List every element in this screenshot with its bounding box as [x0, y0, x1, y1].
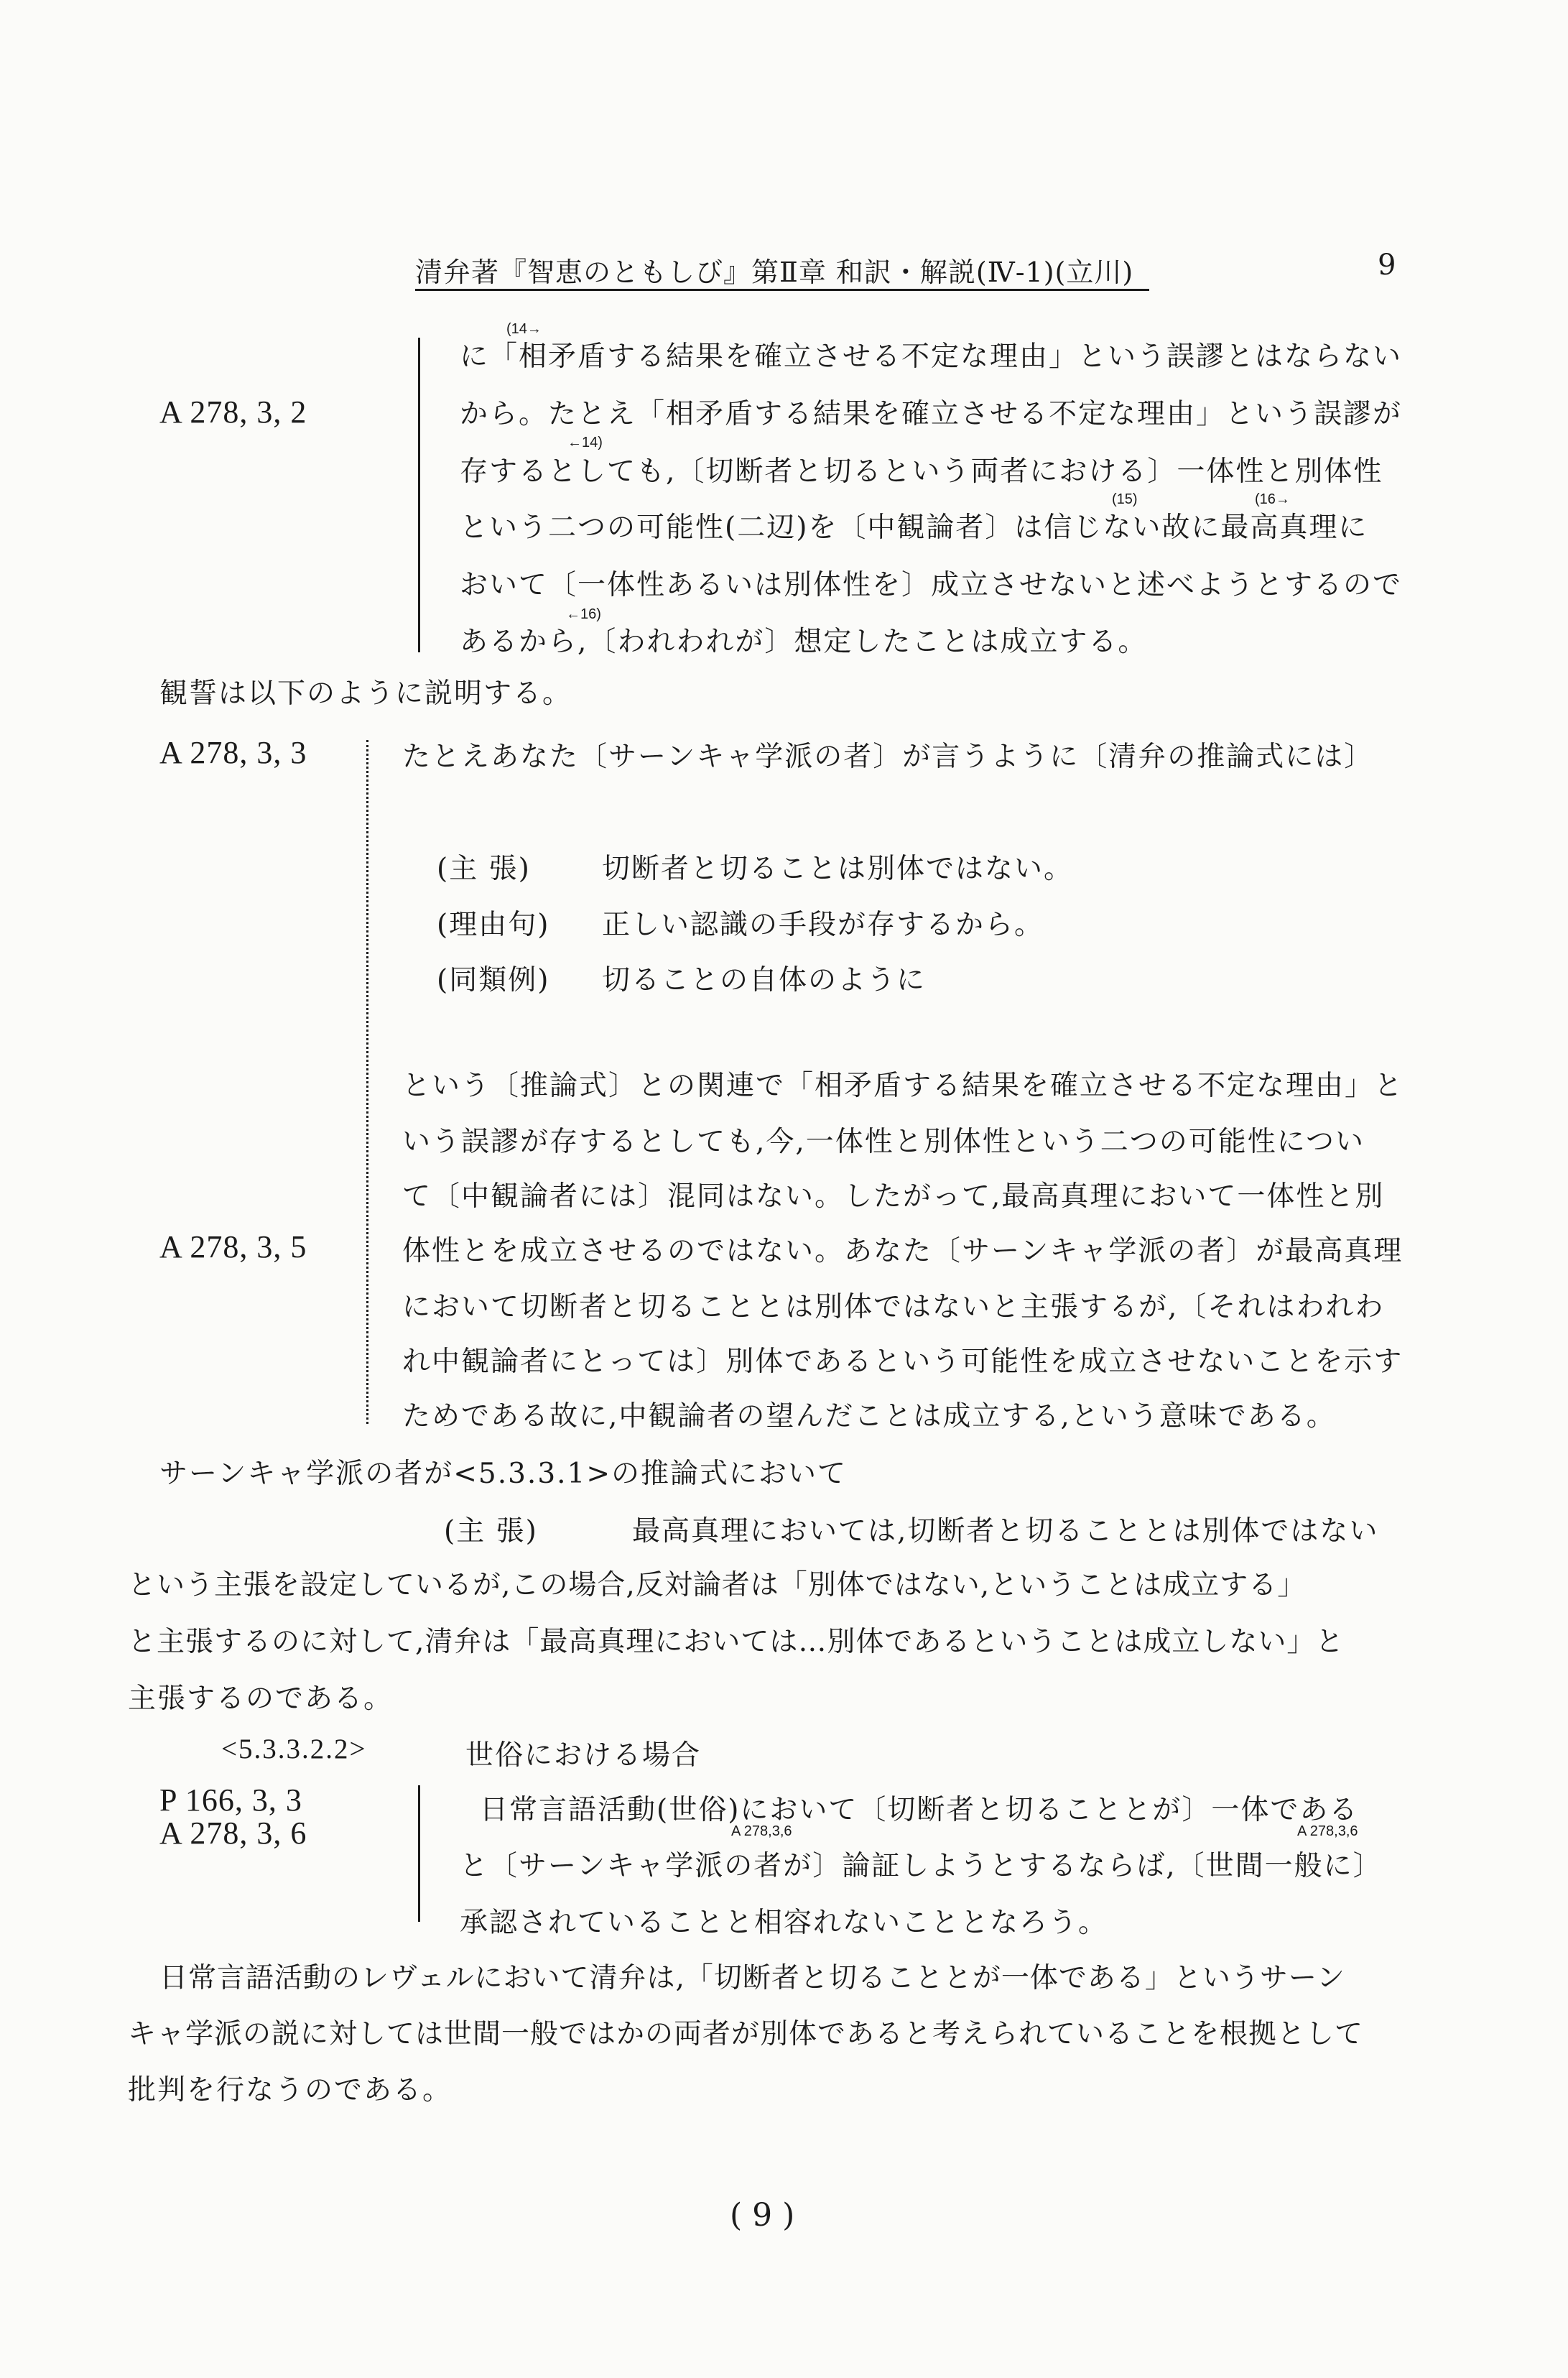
syllogism-text: 切断者と切ることは別体ではない。: [602, 853, 1074, 885]
body-line: 存するとしても,〔切断者と切るという両者における〕一体性と別体性: [460, 455, 1383, 488]
body-line: から。たとえ「相矛盾する結果を確立させる不定な理由」という誤謬が: [460, 398, 1403, 430]
body-line: という主張を設定しているが,この場合,反対論者は「別体ではない,ということは成立する」: [128, 1569, 1307, 1601]
subsection-title: 世俗における場合: [465, 1739, 702, 1772]
note-marker: ←16): [566, 606, 601, 622]
body-line: 批判を行なうのである。: [128, 2074, 453, 2106]
note-marker: A 278,3,6: [1297, 1823, 1358, 1839]
body-line: と〔サーンキャ学派の者が〕論証しようとするならば,〔世間一般に〕: [460, 1850, 1383, 1882]
margin-ref: A 278, 3, 2: [159, 394, 307, 430]
body-line: いう誤謬が存するとしても,今,一体性と別体性という二つの可能性につい: [402, 1126, 1365, 1158]
margin-ref: A 278, 3, 3: [159, 735, 307, 770]
syllogism-text: 正しい認識の手段が存するから。: [602, 909, 1044, 941]
footer-page-number: ( 9 ): [730, 2197, 795, 2234]
claim-text: 最高真理においては,切断者と切ることとは別体ではない: [632, 1515, 1379, 1547]
body-line: という〔推論式〕との関連で「相矛盾する結果を確立させる不定な理由」と: [402, 1070, 1404, 1102]
note-marker: A 278,3,6: [731, 1823, 792, 1839]
body-line: おいて〔一体性あるいは別体性を〕成立させないと述べようとするので: [460, 569, 1403, 601]
note-marker: (16→: [1255, 491, 1290, 507]
margin-ref: P 166, 3, 3: [159, 1782, 302, 1818]
running-header: 清弁著『智恵のともしび』第Ⅱ章 和訳・解説(Ⅳ-1)(立川): [415, 256, 1134, 288]
body-line: れ中観論者にとっては〕別体であるという可能性を成立させないことを示す: [402, 1346, 1404, 1378]
body-line: たとえあなた〔サーンキャ学派の者〕が言うように〔清弁の推論式には〕: [402, 741, 1374, 773]
body-line: キャ学派の説に対しては世間一般ではかの両者が別体であると考えられていることを根拠として: [128, 2018, 1364, 2050]
note-marker: ←14): [567, 435, 603, 450]
section-bar: [418, 338, 420, 652]
body-line: ためである故に,中観論者の望んだことは成立する,という意味である。: [402, 1400, 1336, 1433]
body-line: 日常言語活動のレヴェルにおいて清弁は,「切断者と切ることとが一体である」というサーン: [159, 1962, 1346, 1994]
body-line: あるから,〔われわれが〕想定したことは成立する。: [460, 626, 1148, 658]
syllogism-label: (同類例): [437, 964, 550, 996]
note-marker: (15): [1112, 491, 1138, 507]
section-bar-dotted: [366, 740, 368, 1424]
body-line: と主張するのに対して,清弁は「最高真理においては…別体であるということは成立しない」と: [128, 1626, 1345, 1658]
body-line: に「相矛盾する結果を確立させる不定な理由」という誤謬とはならない: [460, 341, 1403, 373]
body-line: 日常言語活動(世俗)において〔切断者と切ることとが〕一体である: [480, 1794, 1359, 1826]
section-bar: [418, 1785, 420, 1922]
body-line: て〔中観論者には〕混同はない。したがって,最高真理において一体性と別: [402, 1180, 1385, 1213]
body-line: という二つの可能性(二辺)を〔中観論者〕は信じない故に最高真理に: [460, 512, 1368, 544]
body-line: 承認されていることと相容れないこととなろう。: [460, 1907, 1108, 1939]
syllogism-text: 切ることの自体のように: [602, 964, 927, 996]
syllogism-label: (主 張): [437, 853, 531, 885]
body-line: 主張するのである。: [128, 1683, 394, 1715]
claim-label: (主 張): [444, 1515, 538, 1547]
header-page-number: 9: [1378, 249, 1396, 282]
body-line: サーンキャ学派の者が<5.3.3.1>の推論式において: [159, 1458, 848, 1490]
header-rule: [415, 289, 1149, 291]
syllogism-label: (理由句): [437, 909, 550, 941]
subsection-number: <5.3.3.2.2>: [221, 1734, 367, 1764]
note-marker: (14→: [506, 321, 542, 337]
margin-ref: A 278, 3, 5: [159, 1229, 307, 1264]
margin-ref: A 278, 3, 6: [159, 1815, 307, 1851]
body-line: において切断者と切ることとは別体ではないと主張するが,〔それはわれわ: [402, 1291, 1385, 1323]
body-line: 観誓は以下のように説明する。: [159, 677, 572, 710]
body-line: 体性とを成立させるのではない。あなた〔サーンキャ学派の者〕が最高真理: [402, 1235, 1404, 1267]
